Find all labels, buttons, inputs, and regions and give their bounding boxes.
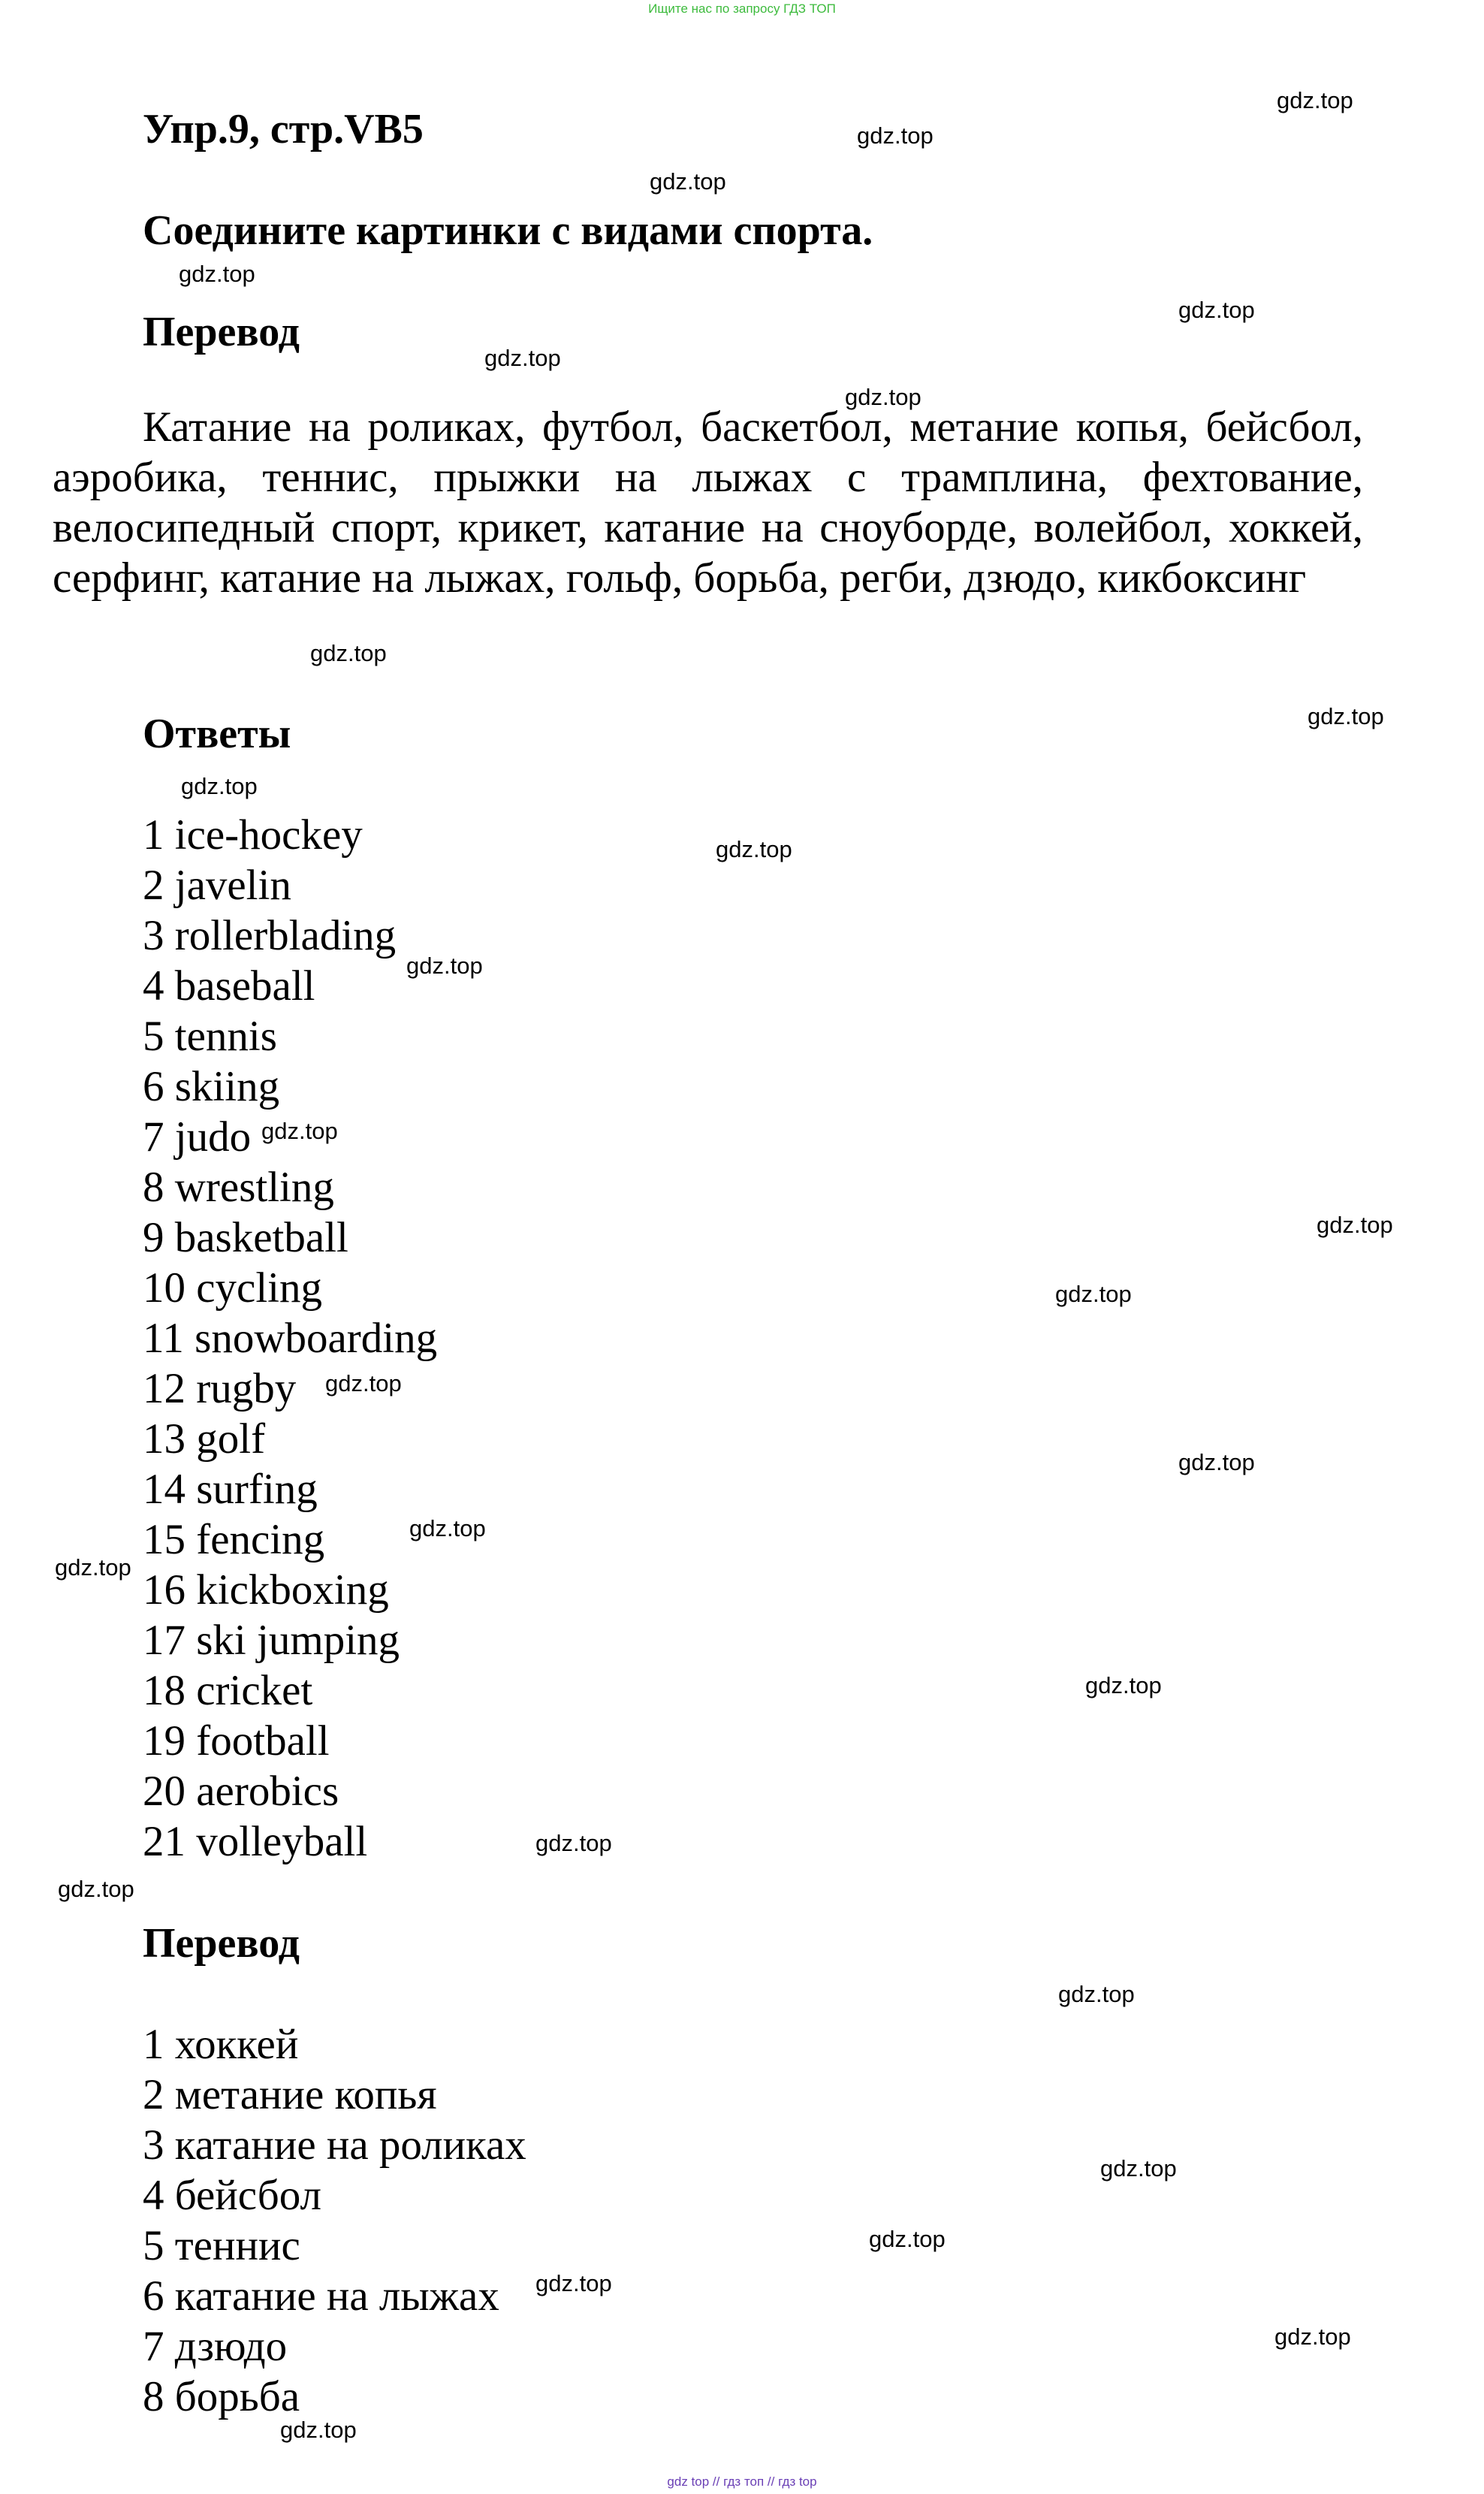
list-item: 16 kickboxing xyxy=(143,1566,389,1614)
watermark: gdz.top xyxy=(1277,87,1353,113)
list-item: 12 rugby xyxy=(143,1365,297,1412)
list-item: 9 basketball xyxy=(143,1214,348,1261)
watermark: gdz.top xyxy=(869,2226,946,2252)
list-item: 4 бейсбол xyxy=(143,2172,321,2219)
list-item: 4 baseball xyxy=(143,962,315,1010)
list-item: 5 tennis xyxy=(143,1013,277,1060)
list-item: 6 skiing xyxy=(143,1063,280,1110)
watermark: gdz.top xyxy=(1178,297,1255,323)
watermark: gdz.top xyxy=(280,2417,357,2443)
list-item: 6 катание на лыжах xyxy=(143,2272,499,2320)
list-item: 8 wrestling xyxy=(143,1164,334,1211)
watermark: gdz.top xyxy=(1317,1212,1393,1238)
list-item: 7 дзюдо xyxy=(143,2323,288,2370)
watermark: gdz.top xyxy=(261,1118,338,1144)
watermark: gdz.top xyxy=(845,384,921,410)
translation-heading: Перевод xyxy=(143,309,300,355)
list-item: 7 judo xyxy=(143,1113,252,1161)
list-item: 17 ski jumping xyxy=(143,1617,400,1664)
watermark: gdz.top xyxy=(179,261,255,287)
watermark: gdz.top xyxy=(857,122,934,149)
watermark: gdz.top xyxy=(716,836,792,862)
list-item: 15 fencing xyxy=(143,1516,325,1563)
list-item: 8 борьба xyxy=(143,2373,300,2420)
watermark: gdz.top xyxy=(1085,1672,1162,1698)
bottom-banner: gdz top // гдз топ // гдз top xyxy=(667,2474,817,2489)
list-item: 21 volleyball xyxy=(143,1818,368,1865)
list-item: 1 хоккей xyxy=(143,2021,299,2068)
answers-heading: Ответы xyxy=(143,711,291,757)
list-item: 2 javelin xyxy=(143,862,291,909)
answers-translation-list xyxy=(143,2019,526,2422)
task-instruction: Соедините картинки с видами спорта. xyxy=(143,207,873,254)
exercise-title: Упр.9, стр.VB5 xyxy=(143,106,424,152)
watermark: gdz.top xyxy=(58,1876,134,1902)
watermark: gdz.top xyxy=(406,953,483,979)
list-item: 11 snowboarding xyxy=(143,1315,438,1362)
list-item: 10 cycling xyxy=(143,1264,323,1312)
list-item: 19 football xyxy=(143,1717,330,1765)
answers-translation-heading: Перевод xyxy=(143,1920,300,1967)
translation-paragraph: Катание на роликах, футбол, баскетбол, метание копья, бейсбол, аэробика, теннис, прыжки на лыжах с трамплина, фехтование, велосипедный спорт, крикет, катание на сноуборде, волейбол, хоккей, серфинг, катание на лыжах, гольф, борьба, регби, дзюдо, кикбоксинг xyxy=(53,403,1363,602)
list-item: 5 теннис xyxy=(143,2222,300,2269)
watermark: gdz.top xyxy=(310,640,387,666)
list-item: 2 метание копья xyxy=(143,2071,437,2118)
top-banner: Ищите нас по запросу ГДЗ ТОП xyxy=(648,2,836,16)
list-item: 14 surfing xyxy=(143,1466,318,1513)
watermark: gdz.top xyxy=(409,1515,486,1541)
list-item: 20 aerobics xyxy=(143,1768,339,1815)
watermark: gdz.top xyxy=(1274,2323,1351,2350)
list-item: 13 golf xyxy=(143,1415,266,1463)
list-item: 3 rollerblading xyxy=(143,912,397,959)
watermark: gdz.top xyxy=(535,2270,612,2296)
watermark: gdz.top xyxy=(181,773,258,799)
list-item: 3 катание на роликах xyxy=(143,2121,526,2169)
watermark: gdz.top xyxy=(1308,703,1384,729)
answers-list xyxy=(143,810,437,1867)
watermark: gdz.top xyxy=(1100,2155,1177,2181)
list-item: 18 cricket xyxy=(143,1667,313,1714)
watermark: gdz.top xyxy=(325,1370,402,1396)
watermark: gdz.top xyxy=(1058,1981,1135,2007)
watermark: gdz.top xyxy=(535,1830,612,1856)
watermark: gdz.top xyxy=(484,345,561,371)
list-item: 1 ice-hockey xyxy=(143,811,363,859)
watermark: gdz.top xyxy=(1178,1449,1255,1475)
watermark: gdz.top xyxy=(650,168,726,195)
watermark: gdz.top xyxy=(55,1554,131,1581)
watermark: gdz.top xyxy=(1055,1281,1132,1307)
